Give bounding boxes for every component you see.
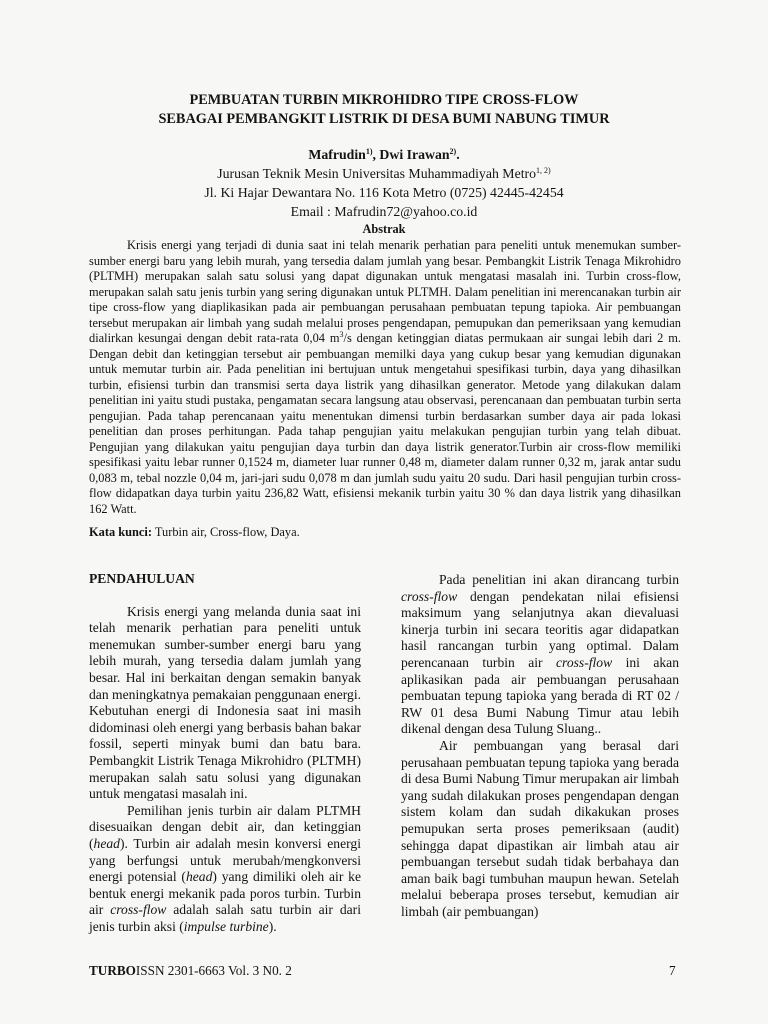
text-run: Pada penelitian ini akan dirancang turbin xyxy=(439,572,679,587)
title-line-1: PEMBUATAN TURBIN MIKROHIDRO TIPE CROSS-FLOW xyxy=(189,92,579,108)
keywords xyxy=(89,525,681,540)
text-run: ) yang dimiliki oleh air ke bentuk energi mekanik pada poros turbin. Turbin air xyxy=(89,869,361,918)
footer-journal xyxy=(89,963,292,979)
keywords-label: Kata kunci: xyxy=(89,525,152,539)
author-2: Dwi Irawan xyxy=(379,147,450,162)
abstract-text xyxy=(89,238,681,517)
paper-title xyxy=(0,91,768,129)
left-paragraph-1: Krisis energi yang melanda dunia saat ini telah menarik perhatian para peneliti untuk menemukan sumber-sumber energi baru yang lebih murah, yang tersedia dalam jumlah yang besar. Hal ini berkaitan dengan semakin banyak dan meningkatnya pemakaian penggunaan energi. Kebutuhan energi di Indonesia saat ini masih didominasi oleh energi yang berbasis bahan bakar fossil, seperti minyak bumi dan batu bara. Pembangkit Listrik Tenaga Mikrohidro (PLTMH) merupakan salah satu solusi yang digunakan untuk mengatasi masalah ini. xyxy=(89,603,361,802)
title-line-2: SEBAGAI PEMBANGKIT LISTRIK DI DESA BUMI NABUNG TIMUR xyxy=(158,111,610,127)
section-heading-pendahuluan: PENDAHULUAN xyxy=(89,571,195,586)
affiliation-text: Jurusan Teknik Mesin Universitas Muhammadiyah Metro xyxy=(217,166,537,181)
author-names xyxy=(0,145,768,164)
author-2-sup: 2) xyxy=(449,147,457,156)
author-end: . xyxy=(456,147,460,162)
author-1: Mafrudin xyxy=(308,147,366,162)
abstract-text-part-1: Krisis energi yang terjadi di dunia saat ini telah menarik perhatian para peneliti untuk menemukan sumber-sumber energi baru yang lebih murah, yang tersedia dalam jumlah yang besar. Pembangkit Listrik Tenaga Mikrohidro (PLTMH) merupakan salah satu solusi yang dapat digunakan untuk mengatasi masalah ini. Turbin cross-flow, merupakan salah satu jenis turbin yang sering digunakan untuk PLTMH. Dalam penelitian ini merencanakan turbin air tipe cross-flow yang diaplikasikan pada air pembuangan perusahaan pembuatan tepung tapioka. Air pembuangan tersebut merupakan air limbah yang sudah melalui proses pengendapan, pemupukan dan pemeriksaan yang kemudian dialirkan kesungai dengan debit rata-rata 0,04 m xyxy=(89,238,681,345)
page-number: 7 xyxy=(669,963,676,978)
text-run: adalah salah satu turbin air dari jenis turbin aksi ( xyxy=(89,902,361,934)
italic-term: cross-flow xyxy=(401,588,458,604)
abstract-text-part-2: /s dengan ketinggian diatas permukaan air sungai lebih dari 2 m. Dengan debit dan ketinggian tersebut air pembuangan memilki daya yang cukup besar yang kemudian digunakan untuk memutar turbin air. Pada penelitian ini bertujuan untuk mengetahui spesifikasi turbin, daya yang dihasilkan turbin, efisiensi turbin dan transmisi serta daya listrik yang dihasilkan generator. Metode yang dilakukan dalam penelitian ini yaitu studi pustaka, pengamatan secara langsung atau observasi, perencanaan dan pembuatan turbin serta pengujian. Pada tahap perencanaan yaitu menentukan dimensi turbin berdasarkan sumber daya air pada lokasi penelitian dan proses perhitungan. Pada tahap pengujian yaitu melakukan pengujian turbin yang telah dibuat. Pengujian yang dilakukan yaitu pengujian daya turbin dan daya listrik generator.Turbin air cross-flow memiliki spesifikasi yaitu lebar runner 0,1524 m, diameter luar runner 0,48 m, diameter dalam runner 0,32 m, jarak antar sudu 0,083 m, tebal nozzle 0,04 m, jari-jari sudu 0,078 m dan jumlah sudu yaitu 20 sudu. Dari hasil pengujian turbin cross-flow didapatkan daya turbin yaitu 236,82 Watt, efisiensi mekanik turbin yaitu 30 % dan daya listrik yang dihasilkan 162 Watt. xyxy=(89,331,681,516)
italic-term: head xyxy=(185,869,213,885)
text-run: ini akan aplikasikan pada air pembuangan perusahaan pembuatan tepung tapioka yang berada di RT 02 / RW 01 desa Bumi Nabung Timur atau lebih dikenal dengan desa Tulung Sluang.. xyxy=(401,654,679,737)
footer-issn: ISSN 2301-6663 Vol. 3 N0. 2 xyxy=(135,963,292,978)
right-paragraph-1 xyxy=(401,572,679,738)
text-run: dengan pendekatan nilai efisiensi maksimum yang selanjutnya akan dievaluasi kinerja turbin ini secara teoritis agar didapatkan hasil rancangan turbin yang optimal. Dalam perencanaan turbin air xyxy=(401,588,679,670)
keywords-text: Turbin air, Cross-flow, Daya. xyxy=(152,525,300,539)
affiliation xyxy=(0,164,768,183)
address: Jl. Ki Hajar Dewantara No. 116 Kota Metro (0725) 42445-42454 xyxy=(204,185,564,200)
right-column xyxy=(401,572,679,920)
left-paragraph-2 xyxy=(89,803,361,936)
affiliation-sup: 1, 2) xyxy=(536,166,551,175)
text-run: ). xyxy=(268,918,277,934)
left-column xyxy=(89,571,361,935)
abstract-heading: Abstrak xyxy=(362,222,406,236)
italic-term: impulse turbine xyxy=(183,918,269,934)
italic-term: cross-flow xyxy=(556,654,613,670)
author-block xyxy=(0,145,768,221)
abstract-superscript: 3 xyxy=(339,330,344,339)
footer-journal-name: TURBO xyxy=(89,963,136,978)
italic-term: cross-flow xyxy=(110,902,167,918)
email: Email : Mafrudin72@yahoo.co.id xyxy=(290,204,478,219)
author-1-sup: 1) xyxy=(365,147,373,156)
author-separator: , xyxy=(372,147,380,162)
right-paragraph-2: Air pembuangan yang berasal dari perusahaan pembuatan tepung tapioka yang berada di desa Bumi Nabung Timur merupakan air limbah yang sudah dilakukan proses pengendapan dengan sistem kolam dan sudah dikakukan proses pemupukan serta proses pemeriksaan (audit) sehingga dapat dipastikan air limbah atau air pembuangan tersebut sudah tidak berbahaya dan aman baik bagi tumbuhan maupun hewan. Setelah melalui beberapa proses tersebut, kemudian air limbah (air pembuangan) xyxy=(401,737,679,919)
italic-term: head xyxy=(93,835,120,851)
text-run: ). Turbin air adalah mesin konversi energi yang berfungsi untuk merubah/mengkonversi energi potensial ( xyxy=(89,835,361,885)
text-run: Pemilihan jenis turbin air dalam PLTMH disesuaikan dengan debit air, dan ketinggian ( xyxy=(89,802,361,851)
